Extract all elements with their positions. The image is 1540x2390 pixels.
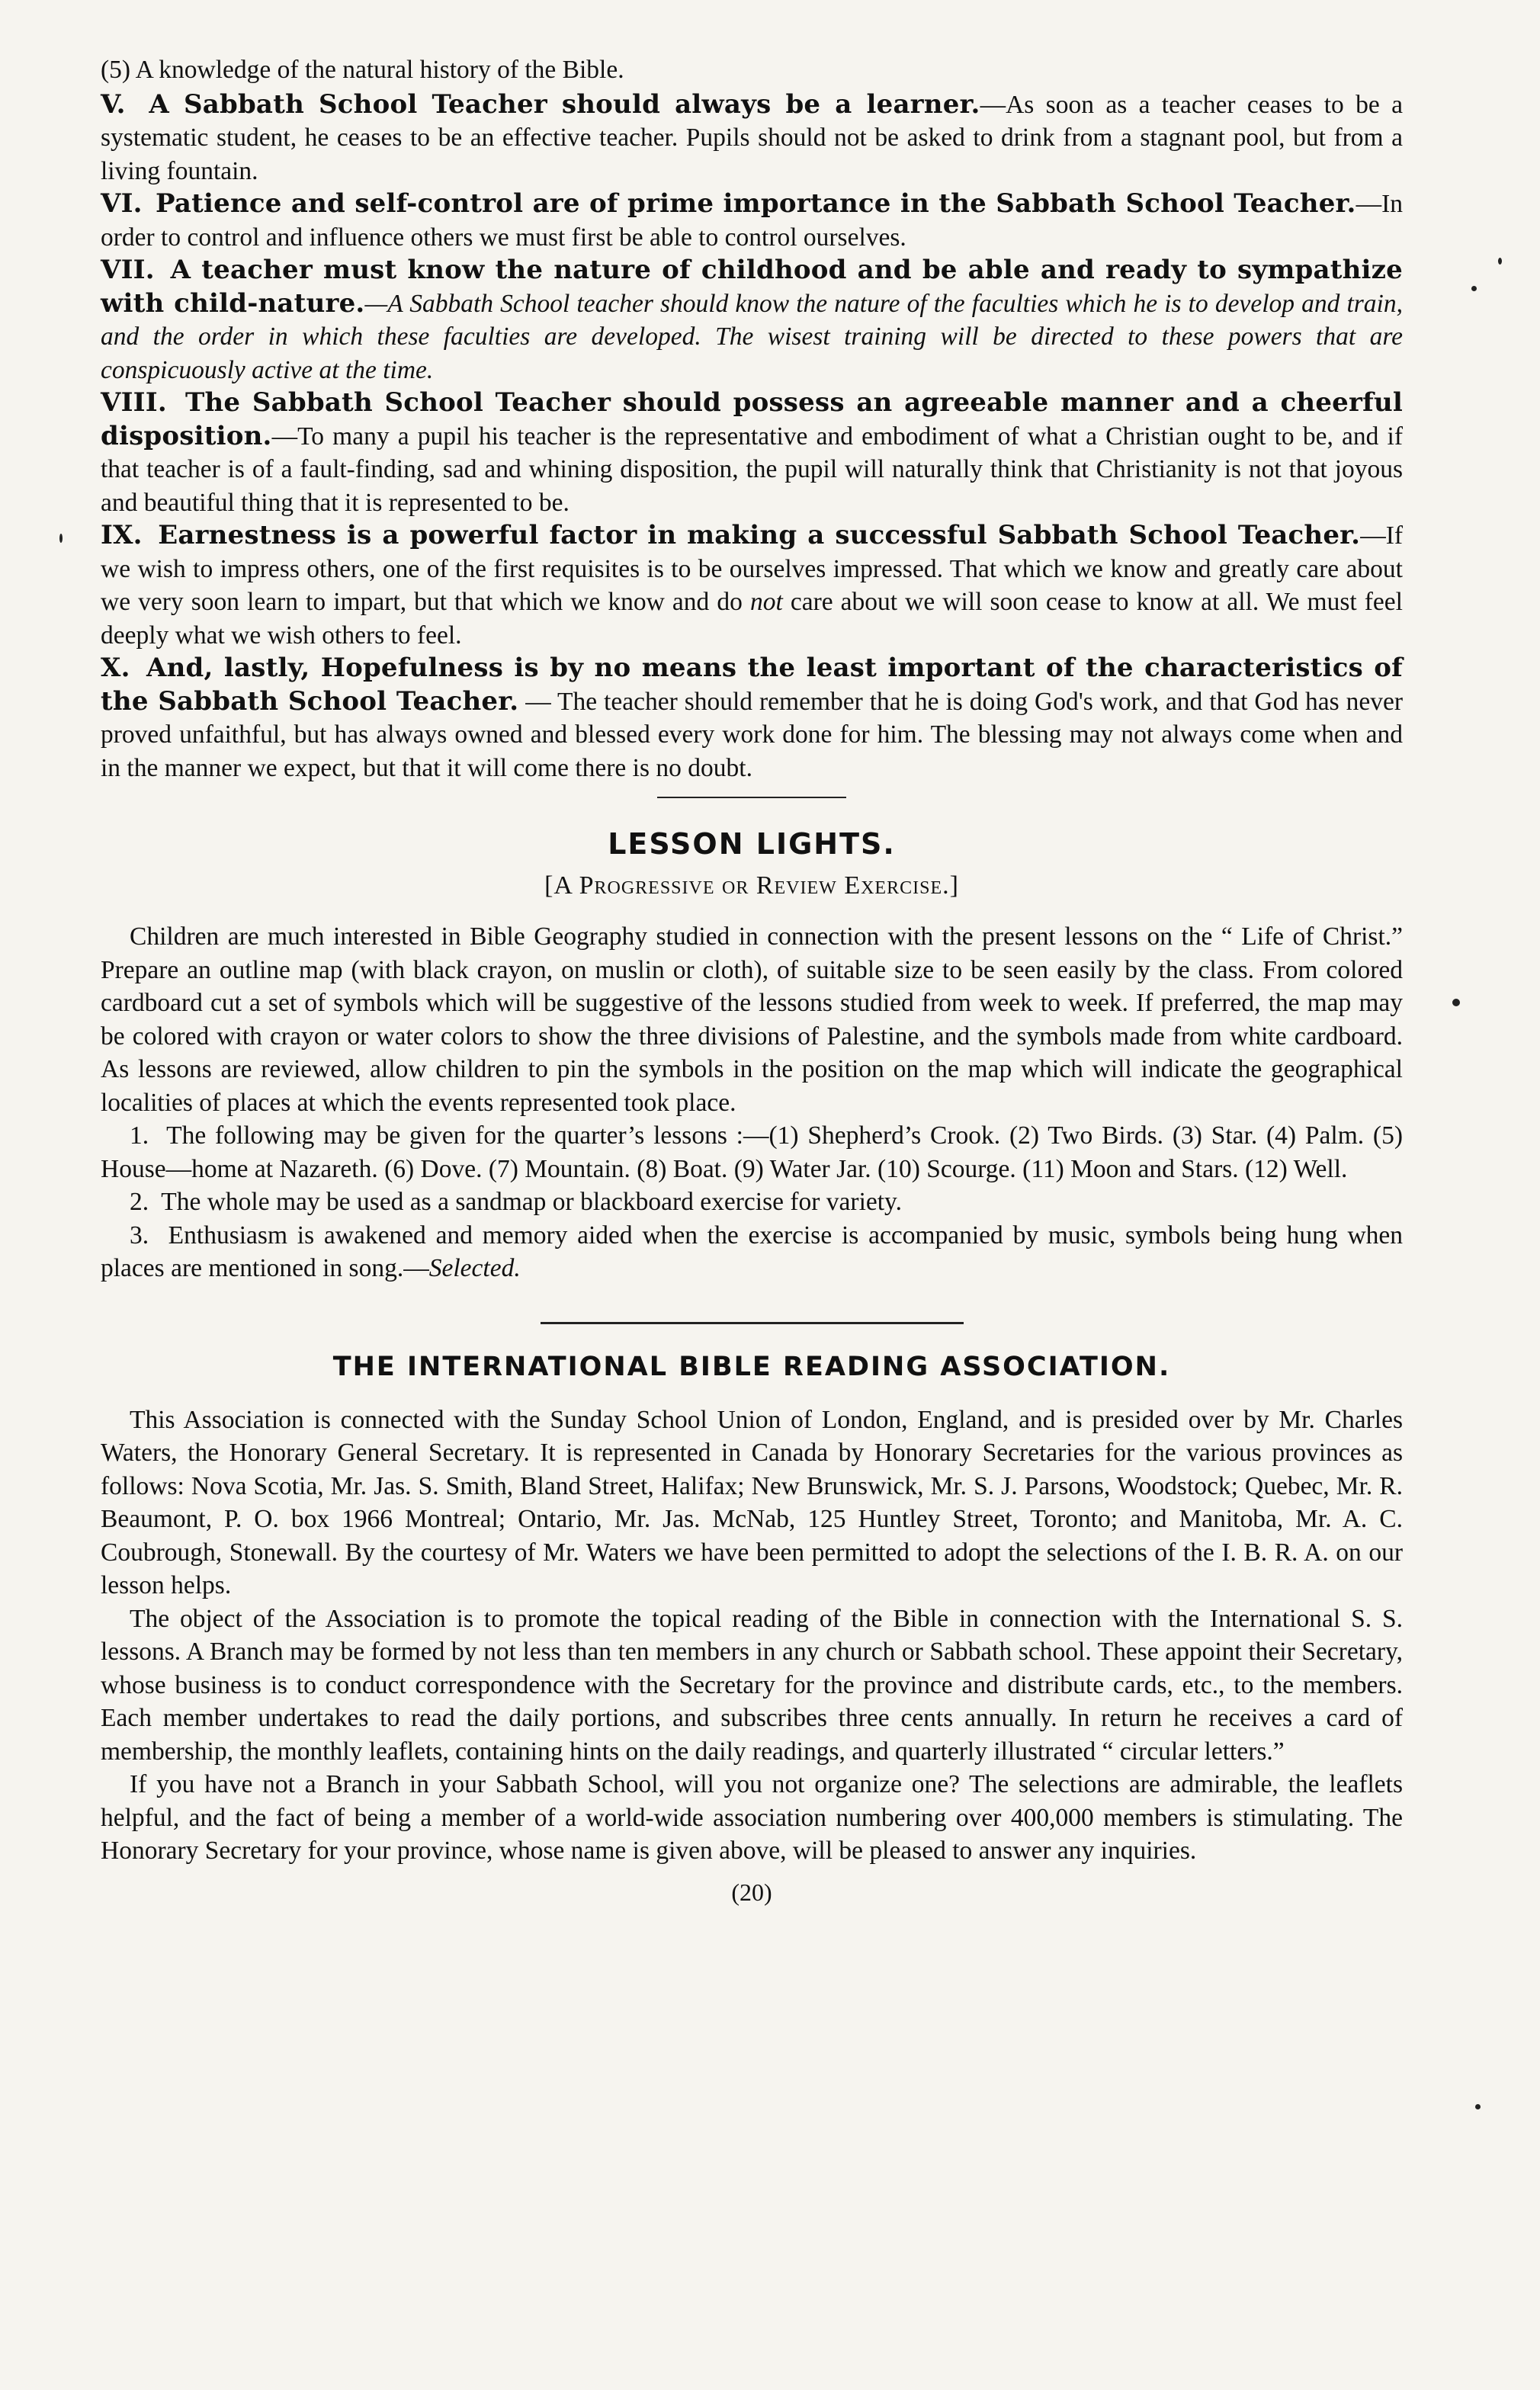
item-number: 3. xyxy=(130,1221,149,1250)
divider-long xyxy=(541,1322,964,1324)
section-x xyxy=(101,652,1403,784)
selected-signature: Selected. xyxy=(428,1254,521,1282)
section-number: VI. xyxy=(101,188,143,219)
qualification-sections xyxy=(101,88,1403,785)
margin-speck xyxy=(1471,286,1477,291)
item-number: 2. xyxy=(130,1188,149,1216)
item-number: 1. xyxy=(130,1121,149,1150)
margin-speck xyxy=(1452,999,1460,1006)
section-text: —As soon as a teacher ceases to be a systematic student, he ceases to be an effective teacher. Pupils should not be asked to drink from a stagnant pool, but from a living fountain. xyxy=(101,90,1404,185)
divider-short xyxy=(657,797,846,798)
item-text: The whole may be used as a sandmap or blackboard exercise for variety. xyxy=(161,1188,903,1216)
item-5: (5) A knowledge of the natural history of the Bible. xyxy=(101,56,624,84)
section-ix xyxy=(101,519,1403,652)
lesson-lights-item-1 xyxy=(101,1119,1403,1185)
lesson-lights-subtitle: [A Progressive or Review Exercise.] xyxy=(544,871,959,900)
section-lead: Earnestness is a powerful factor in making a successful Sabbath School Teacher. xyxy=(158,520,1361,550)
section-number: VIII. xyxy=(101,387,167,418)
section-number: VII. xyxy=(101,255,155,285)
margin-speck xyxy=(59,534,63,543)
lesson-lights-item-3 xyxy=(101,1219,1403,1285)
section-lead: Patience and self-control are of prime importance in the Sabbath School Teacher. xyxy=(156,188,1356,219)
section-text: — The teacher should remember that he is doing God's work, and that God has never proved unfaithful, but has always owned and blessed every work done for him. The blessing may not always come when and in the manner we expect, but that it will come there is no doubt. xyxy=(101,687,1404,782)
section-lead: A teacher must know the nature of childhood and be able and ready to sympathize with child-nature. xyxy=(101,255,1404,319)
lesson-lights-item-2 xyxy=(101,1185,1403,1219)
section-text: —If we wish to impress others, one of the first requisites is to be ourselves impressed. That which we know and greatly care about we very soon learn to impart, but that which we know and do xyxy=(101,521,1404,616)
section-viii xyxy=(101,387,1403,519)
ibra-paragraph-3: If you have not a Branch in your Sabbath School, will you not organize one? The selections are admirable, the leaflets helpful, and the fact of being a member of a world-wide association numbering over 400,000 members is stimulating. The Honorary Secretary for your province, whose name is given above, will be pleased to answer any inquiries. xyxy=(101,1770,1403,1865)
section-number: IX. xyxy=(101,520,143,550)
section-lead: The Sabbath School Teacher should possess an agreeable manner and a cheerful disposition. xyxy=(101,387,1403,451)
item-text: The following may be given for the quarter’s lessons :—(1) Shepherd’s Crook. (2) Two Birds. (3) Star. (4) Palm. (5) House—home at Nazareth. (6) Dove. (7) Mountain. (8) Boat. (9) Water Jar. (10) Scourge. (11) Moon and Stars. (12) Well. xyxy=(101,1121,1403,1183)
section-vii xyxy=(101,254,1403,387)
section-text: —In order to control and influence others we must first be able to control ourselves. xyxy=(101,190,1403,252)
section-text-after: care about we will soon cease to know at all. We must feel deeply what we wish others to feel. xyxy=(101,588,1403,650)
page-number: (20) xyxy=(731,1878,772,1906)
ibra-paragraph-1: This Association is connected with the Sunday School Union of London, England, and is presided over by Mr. Charles Waters, the Honorary General Secretary. It is represented in Canada by Honorary Secretaries for the various provinces as follows: Nova Scotia, Mr. Jas. S. Smith, Bland Street, Halifax; New Brunswick, Mr. S. J. Parsons, Woodstock; Quebec, Mr. R. Beaumont, P. O. box 1966 Montreal; Ontario, Mr. Jas. McNab, 125 Huntley Street, Toronto; and Manitoba, Mr. A. C. Coubrough, Stonewall. By the courtesy of Mr. Waters we have been permitted to adopt the selections of the I. B. R. A. on our lesson helps. xyxy=(101,1405,1403,1599)
section-number: V. xyxy=(101,88,126,120)
section-lead: And, lastly, Hopefulness is by no means the least important of the characteristics of the Sabbath School Teacher. xyxy=(101,653,1404,717)
section-text: —To many a pupil his teacher is the representative and embodiment of what a Christian ought to be, and if that teacher is of a fault-finding, sad and whining disposition, the pupil will naturally think that Christianity is not that joyous and beautiful thing that it is represented to be. xyxy=(101,422,1403,517)
section-lead: A Sabbath School Teacher should always be a learner. xyxy=(149,88,980,120)
ibra-paragraph-2: The object of the Association is to promote the topical reading of the Bible in connection with the International S. S. lessons. A Branch may be formed by not less than ten members in any church or Sabbath school. These appoint their Secretary, whose business is to conduct correspondence with the Secretary for the province and distribute cards, etc., to the members. Each member undertakes to read the daily portions, and subscribes three cents annually. In return he receives a card of membership, the monthly leaflets, containing hints on the daily readings, and quarterly illustrated “ circular letters.” xyxy=(101,1604,1403,1766)
section-vi xyxy=(101,188,1403,254)
ibra-title: THE INTERNATIONAL BIBLE READING ASSOCIATION. xyxy=(332,1351,1171,1382)
section-v xyxy=(101,88,1403,188)
section-text: —A Sabbath School teacher should know the nature of the faculties which he is to develop and train, and the order in which these faculties are developed. The wisest training will be directed to these powers that are conspicuously active at the time. xyxy=(101,289,1403,384)
section-text-emphasis: not xyxy=(749,588,783,616)
section-number: X. xyxy=(101,653,130,683)
margin-speck xyxy=(1475,2104,1481,2109)
lesson-lights-title: LESSON LIGHTS. xyxy=(608,827,896,861)
lesson-lights-intro: Children are much interested in Bible Geography studied in connection with the present lessons on the “ Life of Christ.” Prepare an outline map (with black crayon, on muslin or cloth), of suitable size to be seen easily by the class. From colored cardboard cut a set of symbols which will be suggestive of the lessons studied from week to week. If preferred, the map may be colored with crayon or water colors to show the three divisions of Palestine, and the symbols made from white cardboard. As lessons are reviewed, allow children to pin the symbols in the position on the map which will indicate the geographical localities of places at which the events represented took place. xyxy=(101,922,1403,1117)
item-text: Enthusiasm is awakened and memory aided when the exercise is accompanied by music, symbols being hung when places are mentioned in song.— xyxy=(101,1221,1404,1282)
margin-speck xyxy=(1498,258,1502,265)
